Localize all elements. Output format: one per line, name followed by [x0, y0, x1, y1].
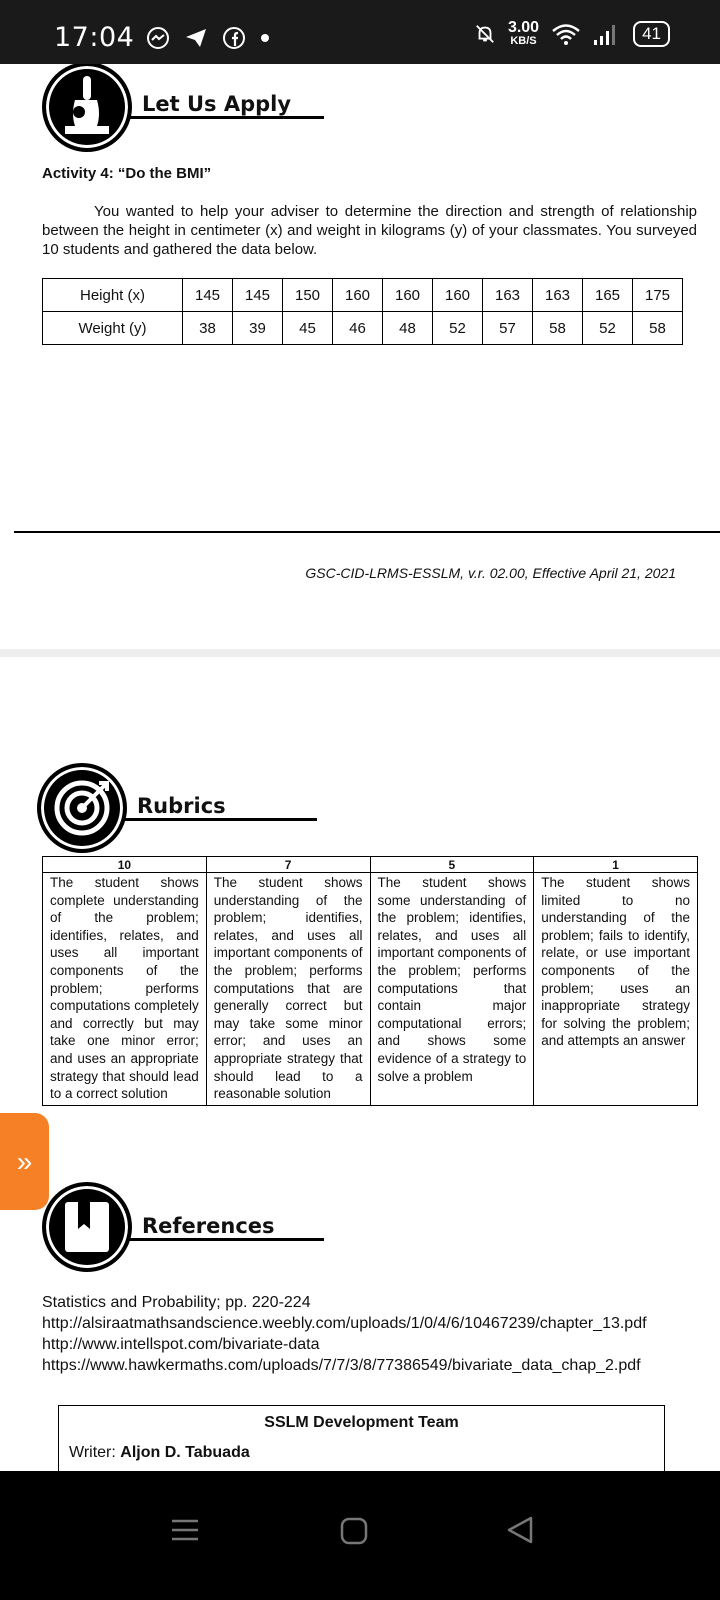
table-cell: 58 [533, 312, 583, 345]
references-header [42, 1182, 332, 1272]
team-writer [69, 1444, 250, 1462]
system-icons [474, 20, 670, 47]
network-speed [508, 20, 539, 47]
team-title: SSLM Development Team [264, 1414, 459, 1431]
reference-item: Statistics and Probability; pp. 220-224 [42, 1294, 311, 1311]
table-cell: 160 [433, 279, 483, 312]
recent-apps-icon[interactable] [170, 1515, 200, 1545]
battery-icon: 41 [633, 21, 670, 47]
table-cell: 160 [333, 279, 383, 312]
wifi-icon [551, 22, 581, 46]
header-underline [123, 818, 317, 821]
rubrics-header [37, 763, 327, 853]
table-cell: 165 [583, 279, 633, 312]
table-cell: 163 [483, 279, 533, 312]
rubric-cell: The student shows complete understanding of the problem; identifies, relates, and uses all important components of the problem; performs computations completely and correctly but may take one minor error; and uses an appropriate strategy that should lead to a correct solution [43, 873, 207, 1106]
table-cell: 145 [233, 279, 283, 312]
rubric-cell: The student shows understanding of the problem; identifies, relates, and uses all important components of the problem; performs computations that are generally correct but may take some minor error; and uses an appropriate strategy that should lead to a reasonable solution [206, 873, 370, 1106]
rubric-description-row [43, 873, 698, 1106]
rubric-cell: The student shows limited to no understanding of the problem; fails to identify, relate, or use important components of the problem; uses an inappropriate strategy for solving the problem; and attempts an answer [534, 873, 698, 1106]
back-icon[interactable] [505, 1515, 535, 1545]
footer-divider [14, 531, 720, 533]
navigation-bar [0, 1471, 720, 1600]
activity-title: Activity 4: “Do the BMI” [42, 165, 212, 182]
document-page[interactable] [0, 64, 720, 1500]
dot-icon [260, 33, 270, 43]
footer-code: GSC-CID-LRMS-ESSLM, v.r. 02.00, Effective April 21, 2021 [305, 565, 676, 581]
table-cell: 175 [633, 279, 683, 312]
let-us-apply-header [42, 64, 332, 152]
table-cell: 38 [183, 312, 233, 345]
rubric-cell: The student shows some understanding of the problem; identifies, relates, and uses all important components of the problem; performs computations that contain major computational errors; and shows some evidence of a strategy to solve a problem [370, 873, 534, 1106]
telegram-icon [184, 26, 208, 50]
reference-item: https://www.hawkermaths.com/uploads/7/7/3/8/77386549/bivariate_data_chap_2.pdf [42, 1357, 641, 1374]
bookmark-book-icon [42, 1182, 132, 1272]
references-list [42, 1292, 647, 1376]
table-cell: 48 [383, 312, 433, 345]
page-separator [0, 649, 720, 657]
rubric-score-header: 1 [534, 857, 698, 873]
activity-paragraph-text: You wanted to help your adviser to determine the direction and strength of relationship between the height in centimeter (x) and weight in kilograms (y) of your classmates. You surveyed 10 students and gathered the data below. [42, 203, 697, 258]
table-cell: 58 [633, 312, 683, 345]
activity-paragraph [42, 202, 697, 259]
writer-label: Writer: [69, 1444, 116, 1461]
mute-bell-icon [474, 23, 496, 45]
row-label: Height (x) [43, 279, 183, 312]
table-cell: 45 [283, 312, 333, 345]
status-bar [0, 0, 720, 64]
notification-icons [146, 26, 270, 50]
table-cell: 57 [483, 312, 533, 345]
table-row [43, 312, 683, 345]
table-cell: 52 [583, 312, 633, 345]
reference-item: http://www.intellspot.com/bivariate-data [42, 1336, 320, 1353]
table-cell: 160 [383, 279, 433, 312]
header-underline [128, 1238, 324, 1241]
network-speed-unit: KB/S [510, 35, 537, 47]
rubrics-title: Rubrics [137, 794, 226, 818]
rubrics-table [42, 856, 698, 1106]
reference-item: http://alsiraatmathsandscience.weebly.com/uploads/1/0/4/6/10467239/chapter_13.pdf [42, 1315, 647, 1332]
table-cell: 150 [283, 279, 333, 312]
rubric-header-row [43, 857, 698, 873]
status-time: 17:04 [54, 22, 135, 53]
target-icon [37, 763, 127, 853]
home-icon[interactable] [339, 1516, 369, 1546]
let-us-apply-title: Let Us Apply [142, 92, 292, 116]
writer-name: Aljon D. Tabuada [120, 1444, 250, 1461]
rubric-score-header: 10 [43, 857, 207, 873]
height-weight-table [42, 278, 683, 345]
header-underline [128, 116, 324, 119]
table-cell: 163 [533, 279, 583, 312]
facebook-icon [222, 26, 246, 50]
raised-hand-icon [42, 64, 132, 152]
row-label: Weight (y) [43, 312, 183, 345]
signal-icon [593, 22, 621, 46]
table-cell: 52 [433, 312, 483, 345]
expand-sidebar-button[interactable] [0, 1113, 49, 1210]
messenger-icon [146, 26, 170, 50]
references-title: References [142, 1214, 275, 1238]
double-chevron-right-icon: » [16, 1145, 33, 1177]
table-cell: 46 [333, 312, 383, 345]
rubric-score-header: 5 [370, 857, 534, 873]
network-speed-value: 3.00 [507, 19, 540, 36]
table-cell: 145 [183, 279, 233, 312]
rubric-score-header: 7 [206, 857, 370, 873]
table-cell: 39 [233, 312, 283, 345]
table-row [43, 279, 683, 312]
